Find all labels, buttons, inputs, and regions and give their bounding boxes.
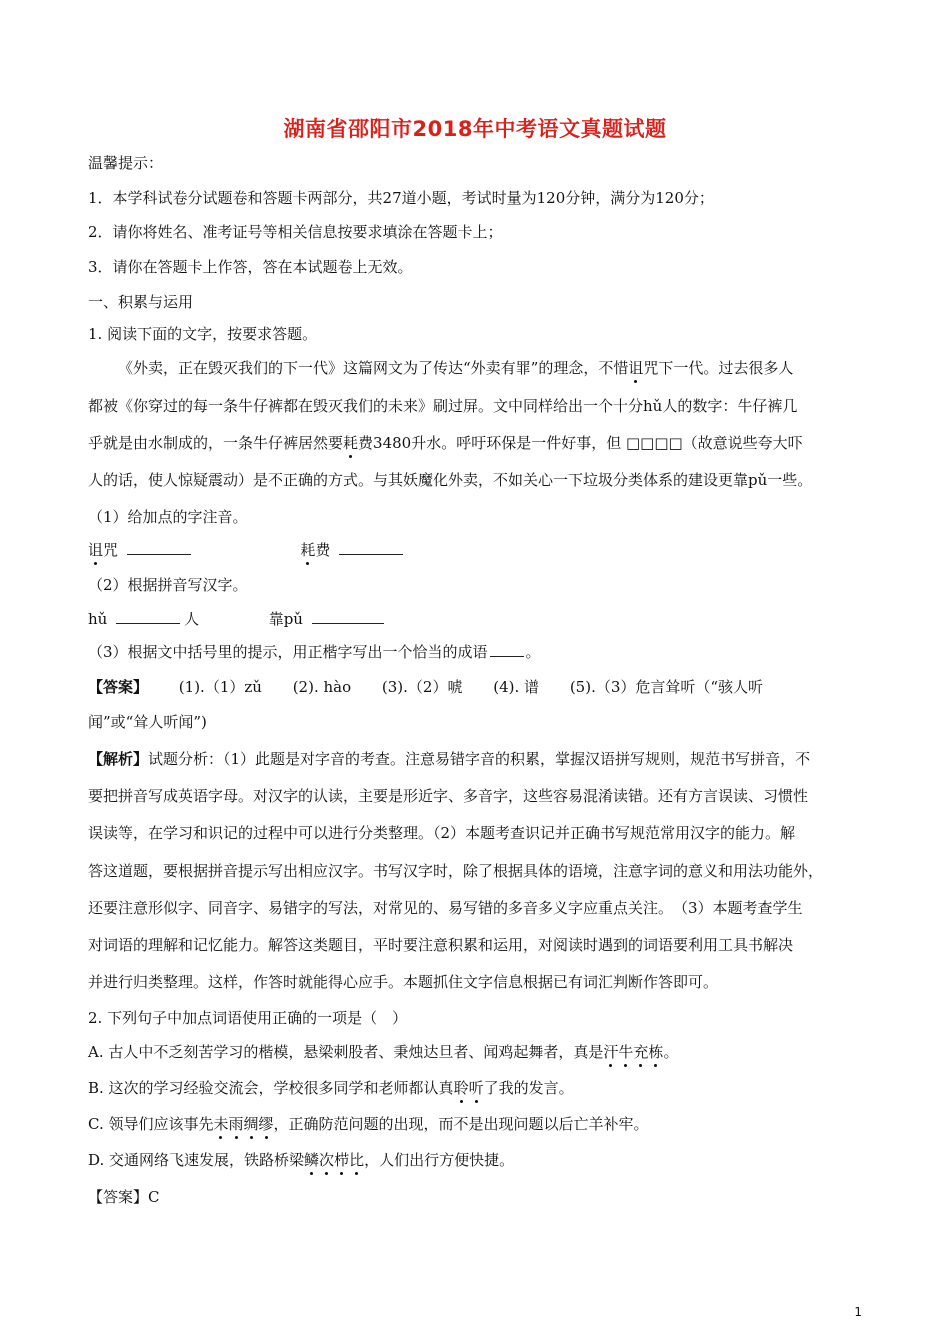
question-2-answer: 【答案】C [88, 1188, 160, 1206]
option-a[interactable]: A. 古人中不乏刻苦学习的楷模，悬梁刺股者、秉烛达旦者、闻鸡起舞者，真是汗牛充栋。 [88, 1043, 679, 1061]
analysis-line: 还要注意形似字、同音字、易错字的写法，对常见的、易写错的多音多义字应重点关注。 （3）本题考查学生 [88, 899, 803, 917]
analysis-line: 【解析】试题分析：（1）此题是对字音的考查。注意易错字音的积累，掌握汉语拼写规则，规范书写拼音，不 [88, 750, 811, 768]
answer-line: 闻”或“耸人听闻”) [88, 713, 207, 731]
answer-blank[interactable] [339, 540, 403, 555]
tip-item: 1．本学科试卷分试题卷和答题卡两部分，共27道小题，考试时量为120分钟，满分为120分； [88, 189, 714, 207]
question-2-stem: 2. 下列句子中加点词语使用正确的一项是（ ） [88, 1009, 408, 1027]
dotted-char: 诅 [628, 359, 644, 377]
passage-line: 乎就是由水制成的，一条牛仔裤居然要耗费3480升水。呼吁环保是一件好事，但 □□□□（故意说些夸大吓 [88, 434, 803, 452]
option-d[interactable]: D. 交通网络飞速发展，铁路桥梁鳞次栉比，人们出行方便快捷。 [88, 1151, 515, 1169]
answer-line: 【答案】 (1).（1）zǔ (2). hào (3).（2）唬 (4). 谱 (5).（3）危言耸听（“骇人听 [88, 678, 764, 696]
subquestion-2: （2）根据拼音写汉字。 [88, 576, 248, 594]
tip-item: 3．请你在答题卡上作答，答在本试题卷上无效。 [88, 258, 413, 276]
analysis-line: 要把拼音写成英语字母。对汉字的认读，主要是形近字、多音字，这些容易混淆读错。还有方言误读、习惯性 [88, 787, 809, 805]
subquestion-1: （1）给加点的字注音。 [88, 508, 248, 526]
option-c[interactable]: C. 领导们应该事先未雨绸缪，正确防范问题的出现，而不是出现问题以后亡羊补牢。 [88, 1115, 649, 1133]
analysis-line: 对词语的理解和记忆能力。解答这类题目，平时要注意积累和运用，对阅读时遇到的词语要利用工具书解决 [88, 936, 794, 954]
page-number: 1 [854, 1305, 862, 1319]
section-heading: 一、积累与运用 [88, 293, 194, 311]
answer-blank[interactable] [490, 642, 524, 657]
subquestion-1-blanks: 诅咒 耗费 [88, 540, 878, 560]
tip-item: 2．请你将姓名、准考证号等相关信息按要求填涂在答题卡上； [88, 223, 503, 241]
answer-blank[interactable] [127, 540, 191, 555]
analysis-line: 答这道题，要根据拼音提示写出相应汉字。书写汉字时，除了根据具体的语境，注意字词的意义和用法功能外， [88, 862, 824, 880]
page-title: 湖南省邵阳市2018年中考语文真题试题 [283, 117, 667, 141]
answer-blank[interactable] [312, 609, 384, 624]
passage-line: 都被《你穿过的每一条牛仔裤都在毁灭我们的未来》刷过屏。文中同样给出一个十分hǔ人的数字：牛仔裤几 [88, 397, 798, 415]
analysis-line: 误读等，在学习和识记的过程中可以进行分类整理。（2）本题考查识记并正确书写规范常用汉字的能力。解 [88, 824, 796, 842]
dotted-char: 耗 [343, 434, 359, 452]
tips-heading: 温馨提示： [88, 154, 164, 172]
answer-blank[interactable] [116, 609, 180, 624]
passage-line: 人的话，使人惊疑震动）是不正确的方式。与其妖魔化外卖，不如关心一下垃圾分类体系的建设更靠pǔ一些。 [88, 471, 813, 489]
subquestion-3: （3）根据文中括号里的提示，用正楷字写出一个恰当的成语 。 [88, 643, 541, 661]
option-b[interactable]: B. 这次的学习经验交流会，学校很多同学和老师都认真聆听了我的发言。 [88, 1079, 574, 1097]
subquestion-2-blanks: hǔ 人 靠pǔ [88, 609, 878, 629]
passage-line: 《外卖，正在毁灭我们的下一代》这篇网文为了传达“外卖有罪”的理念，不惜诅咒下一代。过去很多人 [118, 359, 794, 377]
analysis-line: 并进行归类整理。这样，作答时就能得心应手。本题抓住文字信息根据已有词汇判断作答即可。 [88, 973, 719, 991]
question-1-stem: 1. 阅读下面的文字，按要求答题。 [88, 325, 318, 343]
